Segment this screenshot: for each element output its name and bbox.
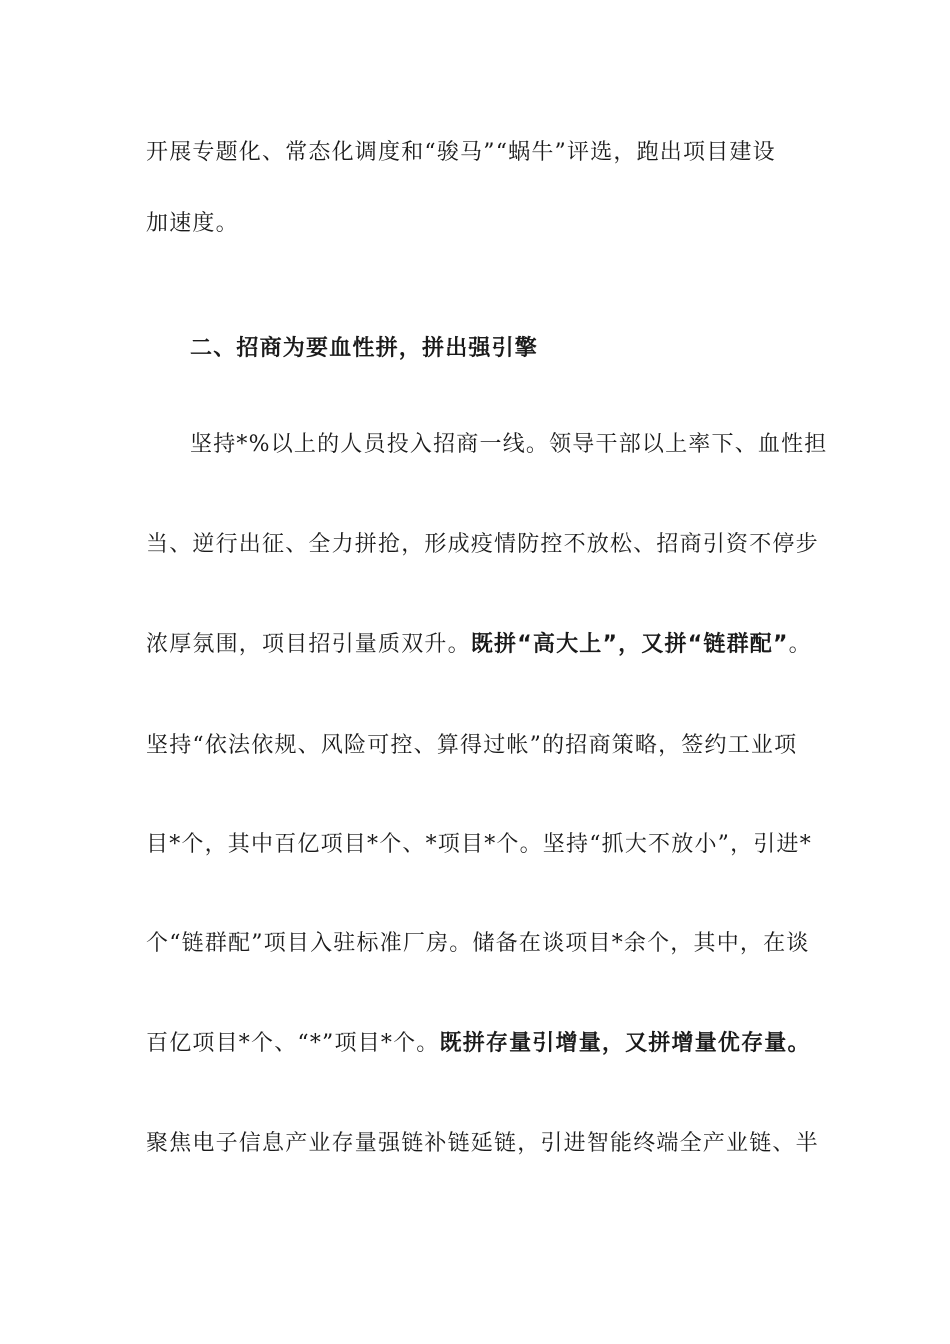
paragraph-line	[146, 731, 797, 761]
paragraph-line	[146, 530, 819, 560]
text-run: 目*个，其中百亿项目*个、*项目*个。坚持“抓大不放小”，引进*	[146, 832, 812, 857]
text-run: 坚持“依法依规、风险可控、算得过帐”的招商策略，签约工业项	[146, 733, 798, 758]
heading-text: 二、招商为要血性拼，拼出强引擎	[190, 336, 539, 361]
paragraph-line	[146, 630, 812, 660]
paragraph-line	[146, 209, 239, 239]
text-run: 。	[788, 632, 812, 657]
bold-text-run: 既拼“高大上”，又拼“链群配”	[470, 632, 789, 657]
bold-text-run: 既拼存量引增量，又拼增量优存量。	[439, 1031, 811, 1056]
text-run: 开展专题化、常态化调度和“骏马”“蜗牛”评选，跑出项目建设	[146, 140, 776, 165]
paragraph-line	[146, 1129, 819, 1159]
paragraph-line	[146, 830, 812, 860]
text-run: 加速度。	[146, 211, 239, 236]
paragraph-line	[146, 1029, 811, 1059]
text-run: 坚持*%以上的人员投入招商一线。领导干部以上率下、血性担	[190, 432, 828, 457]
text-run: 百亿项目*个、“*”项目*个。	[146, 1031, 440, 1056]
text-run: 聚焦电子信息产业存量强链补链延链，引进智能终端全产业链、半	[146, 1131, 819, 1156]
paragraph-line	[146, 929, 810, 959]
paragraph-line	[190, 430, 828, 460]
section-heading	[190, 334, 538, 364]
text-run: 浓厚氛围，项目招引量质双升。	[146, 632, 471, 657]
text-run: 当、逆行出征、全力拼抢，形成疫情防控不放松、招商引资不停步	[146, 532, 819, 557]
paragraph-line	[146, 138, 776, 168]
text-run: 个“链群配”项目入驻标准厂房。储备在谈项目*余个，其中，在谈	[146, 931, 810, 956]
